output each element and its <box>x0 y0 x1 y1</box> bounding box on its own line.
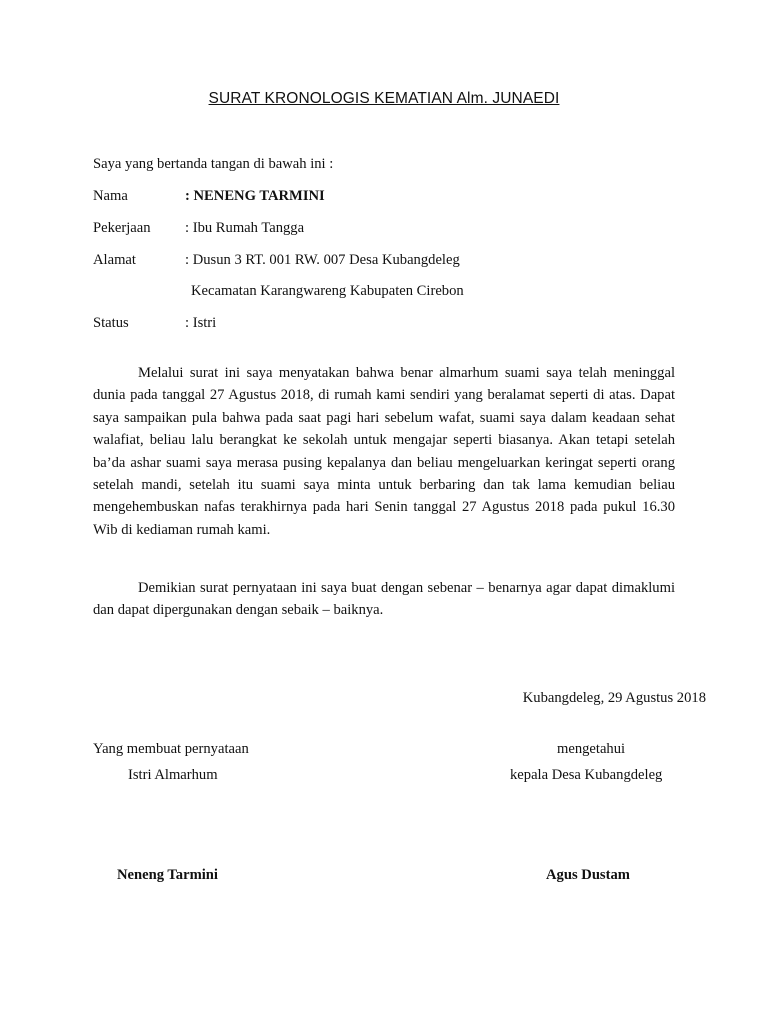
field-label-nama: Nama <box>93 188 128 204</box>
signature-right-name: Agus Dustam <box>546 867 630 883</box>
field-value-status: : Istri <box>185 315 217 331</box>
signature-left-name: Neneng Tarmini <box>117 867 218 883</box>
field-nama <box>93 188 693 205</box>
field-label-status: Status <box>93 315 129 331</box>
signature-left-heading: Yang membuat pernyataan <box>93 741 249 757</box>
signature-right-heading: mengetahui <box>557 741 626 757</box>
signature-right-role: kepala Desa Kubangdeleg <box>510 767 663 783</box>
field-value-nama: : NENENG TARMINI <box>185 188 325 204</box>
field-pekerjaan <box>93 220 693 237</box>
field-value-alamat: : Dusun 3 RT. 001 RW. 007 Desa Kubangdeleg <box>185 252 460 268</box>
signature-left-role: Istri Almarhum <box>128 767 218 783</box>
field-label-pekerjaan: Pekerjaan <box>93 220 151 236</box>
body-paragraph-2: Demikian surat pernyataan ini saya buat dengan sebenar – benarnya agar dapat dimaklumi dan dapat dipergunakan dengan sebaik – baiknya. <box>93 580 675 619</box>
document-title: SURAT KRONOLOGIS KEMATIAN Alm. JUNAEDI <box>208 90 560 107</box>
field-label-alamat: Alamat <box>93 252 136 268</box>
field-status <box>93 315 693 332</box>
body-paragraph-1: Melalui surat ini saya menyatakan bahwa benar almarhum suami saya telah meninggal dunia pada tanggal 27 Agustus 2018, di rumah kami sendiri yang beralamat seperti di atas. Dapat saya sampaikan pula bahwa pada saat pagi hari sebelum wafat, suami saya dalam keadaan sehat walafiat, beliau lalu berangkat ke sekolah untuk mengajar seperti biasanya. Akan tetapi setelah ba’da ashar suami saya merasa pusing kepalanya dan beliau mengeluarkan keringat seperti orang setelah mandi, setelah itu suami saya minta untuk berbaring dan tak lama kemudian beliau mengehembuskan nafas terakhirnya pada hari Senin tanggal 27 Agustus 2018 pada pukul 16.30 Wib di kediaman rumah kami. <box>93 365 675 538</box>
field-value-alamat-continued: Kecamatan Karangwareng Kabupaten Cirebon <box>191 283 464 299</box>
place-date: Kubangdeleg, 29 Agustus 2018 <box>522 690 706 706</box>
intro-text: Saya yang bertanda tangan di bawah ini : <box>93 156 334 172</box>
field-alamat <box>93 252 693 269</box>
field-value-pekerjaan: : Ibu Rumah Tangga <box>185 220 305 236</box>
